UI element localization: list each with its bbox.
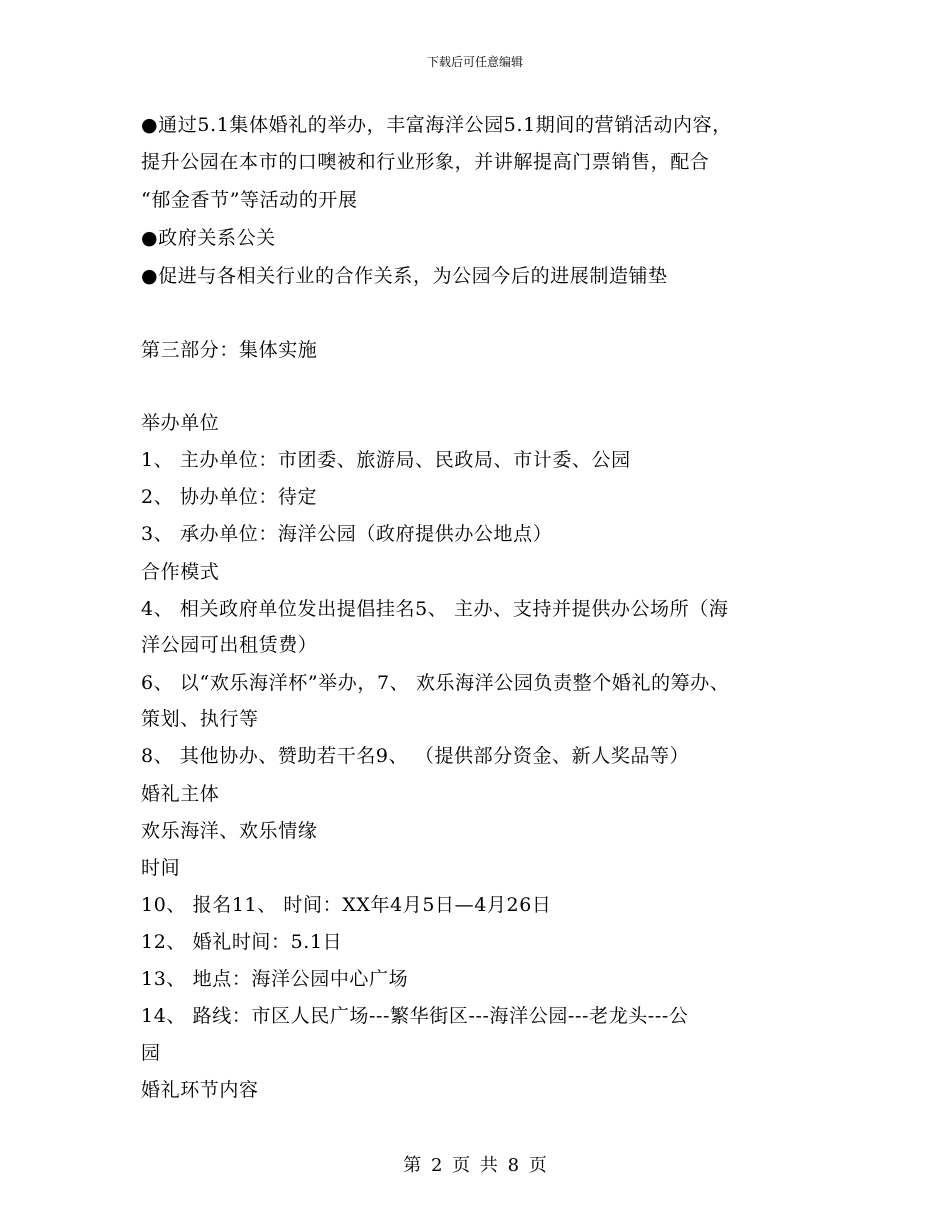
footer-total-word: 共 [479, 1155, 498, 1176]
subsection-heading: 合作模式 [141, 561, 220, 583]
footer-prefix: 第 [403, 1155, 422, 1176]
subsection-heading: 婚礼环节内容 [141, 1079, 259, 1101]
body-line: ●促进与各相关行业的合作关系，为公园今后的进展制造铺垫 [141, 265, 668, 287]
total-page-count: 8 [507, 1155, 520, 1176]
body-line: 10、 报名11、 时间：XX年4月5日—4月26日 [141, 894, 552, 916]
body-line: 欢乐海洋、欢乐情缘 [141, 820, 318, 842]
body-line: 提升公园在本市的口噢被和行业形象，并讲解提高门票销售，配合 [141, 151, 710, 173]
body-line: ●通过5.1集体婚礼的举办，丰富海洋公园5.1期间的营销活动内容， [141, 114, 732, 136]
page-footer [0, 1154, 950, 1178]
body-line: 策划、执行等 [141, 708, 259, 730]
body-line: “郁金香节”等活动的开展 [141, 189, 358, 211]
section-heading: 第三部分：集体实施 [141, 339, 318, 361]
footer-suffix: 页 [528, 1155, 547, 1176]
subsection-heading: 婚礼主体 [141, 783, 220, 805]
body-line: 12、 婚礼时间：5.1日 [141, 931, 343, 953]
body-line: 13、 地点：海洋公园中心广场 [141, 968, 409, 990]
footer-page-word: 页 [452, 1155, 471, 1176]
body-line: 14、 路线：市区人民广场---繁华街区---海洋公园---老龙头---公 [141, 1005, 689, 1027]
body-line: 1、 主办单位：市团委、旅游局、民政局、市计委、公园 [141, 449, 631, 471]
body-line: 洋公园可出租赁费） [141, 634, 318, 656]
body-line: 3、 承办单位：海洋公园（政府提供办公地点） [141, 523, 553, 545]
body-line: 8、 其他协办、赞助若干名9、 （提供部分资金、新人奖品等） [141, 745, 690, 767]
body-line: ●政府关系公关 [141, 227, 276, 249]
body-line: 2、 协办单位：待定 [141, 486, 318, 508]
body-line: 园 [141, 1042, 161, 1064]
body-line: 6、 以“欢乐海洋杯”举办，7、 欢乐海洋公园负责整个婚礼的筹办、 [141, 672, 730, 694]
body-line: 4、 相关政府单位发出提倡挂名5、 主办、支持并提供办公场所（海 [141, 598, 729, 620]
current-page-number: 2 [430, 1155, 443, 1176]
subsection-heading: 举办单位 [141, 412, 220, 434]
page-header: 下载后可任意编辑 [426, 55, 523, 69]
subsection-heading: 时间 [141, 857, 181, 879]
